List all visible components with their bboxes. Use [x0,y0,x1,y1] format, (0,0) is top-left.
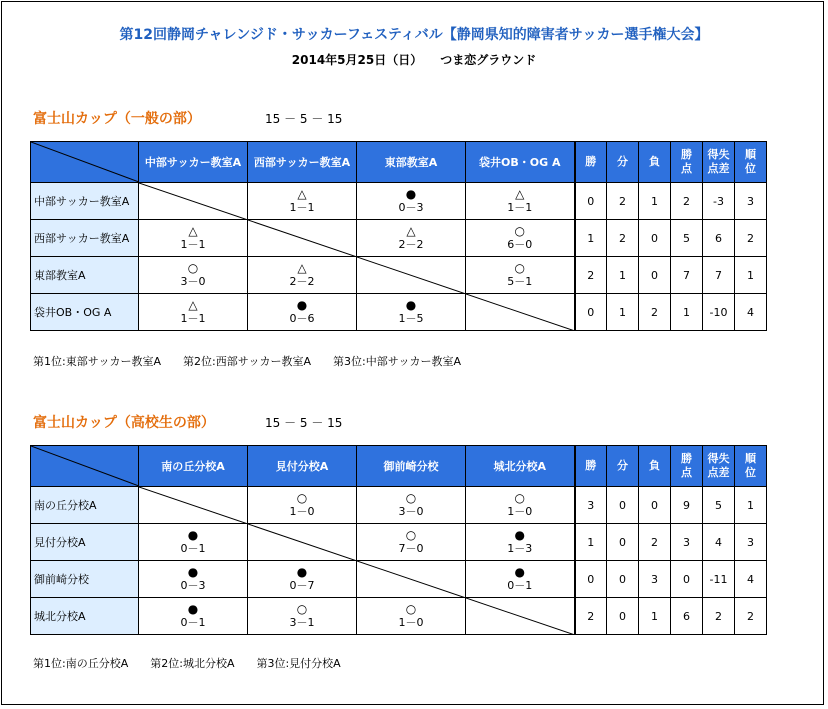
stat-value: 1 [735,487,767,524]
self-match-cell [248,524,357,561]
team-name: 中部サッカー教室A [31,183,139,220]
match-result-cell [248,294,357,331]
team-header: 御前崎分校 [357,446,466,487]
match-result-cell [139,524,248,561]
match-result-cell [466,524,575,561]
match-result-cell [248,257,357,294]
match-result-cell [466,183,575,220]
page-title: 第12回静岡チャレンジド・サッカーフェスティバル【静岡県知的障害者サッカー選手権大会】 [119,27,709,43]
stat-value: 0 [575,294,607,331]
stat-value: 2 [671,183,703,220]
stat-header: 勝 [575,446,607,487]
stat-header: 負 [639,446,671,487]
match-score: 0－3 [180,579,206,592]
stat-value: 1 [575,220,607,257]
match-score: 0－1 [180,616,206,629]
stat-header: 負 [639,142,671,183]
match-score: 1－0 [289,505,315,518]
stat-value: 6 [703,220,735,257]
draw-icon: △ [406,224,416,238]
stat-value: 2 [607,220,639,257]
match-result-cell [139,561,248,598]
stat-value: 0 [607,598,639,635]
stat-value: 6 [671,598,703,635]
match-score: 0－6 [289,312,315,325]
self-match-cell [357,561,466,598]
stat-value: 2 [735,598,767,635]
stat-value: 4 [735,561,767,598]
stat-value: 9 [671,487,703,524]
team-name: 城北分校A [31,598,139,635]
stat-header: 順 位 [735,446,767,487]
match-result-cell [466,561,575,598]
match-result-cell [248,598,357,635]
match-result-cell [357,294,466,331]
match-result-cell [248,487,357,524]
match-result-cell [357,598,466,635]
stat-value: 3 [735,524,767,561]
self-match-cell [139,183,248,220]
draw-icon: △ [515,187,525,201]
match-result-cell [357,487,466,524]
stat-header: 分 [607,142,639,183]
ranking-results [33,655,363,671]
team-header: 南の丘分校A [139,446,248,487]
ranking-entry: 第1位:南の丘分校A [33,657,129,670]
league-table [30,141,767,331]
loss-icon: ● [405,187,417,201]
stat-value: 7 [703,257,735,294]
stat-value: -3 [703,183,735,220]
loss-icon: ● [405,298,417,312]
match-result-cell [466,257,575,294]
section-title: 富士山カップ（一般の部） [33,111,201,127]
ranking-entry: 第2位:城北分校A [150,657,235,670]
match-result-cell [139,294,248,331]
loss-icon: ● [187,602,199,616]
stat-value: 0 [607,524,639,561]
match-score: 1－1 [289,201,315,214]
win-icon: ○ [187,261,199,275]
match-score: 5－1 [507,275,533,288]
ranking-entry: 第3位:中部サッカー教室A [333,355,462,368]
stat-value: 3 [735,183,767,220]
team-header: 見付分校A [248,446,357,487]
stat-value: -10 [703,294,735,331]
stat-value: 3 [639,561,671,598]
stat-value: 4 [703,524,735,561]
stat-value: 3 [671,524,703,561]
team-name: 西部サッカー教室A [31,220,139,257]
ranking-entry: 第3位:見付分校A [256,657,341,670]
table-row [31,294,767,331]
team-name: 見付分校A [31,524,139,561]
table-row [31,220,767,257]
win-icon: ○ [296,602,308,616]
stat-value: 3 [575,487,607,524]
match-result-cell [357,524,466,561]
stat-value: 0 [575,561,607,598]
match-score: 3－0 [398,505,424,518]
stat-value: 2 [575,257,607,294]
match-score: 0－7 [289,579,315,592]
stat-header: 順 位 [735,142,767,183]
league-table [30,445,767,635]
loss-icon: ● [514,565,525,579]
stat-value: 0 [671,561,703,598]
match-score: 2－2 [398,238,424,251]
win-icon: ○ [514,261,525,275]
ranking-entry: 第2位:西部サッカー教室A [183,355,312,368]
match-score: 1－1 [180,312,206,325]
stat-value: -11 [703,561,735,598]
self-match-cell [248,220,357,257]
stat-header: 分 [607,446,639,487]
stat-header: 得失 点差 [703,142,735,183]
table-row [31,257,767,294]
loss-icon: ● [296,565,308,579]
section-match-format: 15 － 5 － 15 [265,416,343,430]
match-score: 6－0 [507,238,533,251]
win-icon: ○ [514,491,525,505]
draw-icon: △ [188,224,198,238]
team-header: 東部教室A [357,142,466,183]
match-result-cell [139,257,248,294]
stat-value: 2 [607,183,639,220]
draw-icon: △ [297,261,307,275]
self-match-cell [139,487,248,524]
match-score: 3－1 [289,616,315,629]
stat-value: 7 [671,257,703,294]
section-match-format: 15 － 5 － 15 [265,112,343,126]
self-match-cell [466,598,575,635]
win-icon: ○ [514,224,525,238]
match-score: 1－5 [398,312,424,325]
stat-value: 0 [639,220,671,257]
team-name: 南の丘分校A [31,487,139,524]
draw-icon: △ [188,298,198,312]
table-row [31,183,767,220]
match-result-cell [466,220,575,257]
match-result-cell [248,183,357,220]
table-row [31,487,767,524]
loss-icon: ● [514,528,525,542]
match-score: 2－2 [289,275,315,288]
stat-value: 2 [735,220,767,257]
stat-value: 1 [671,294,703,331]
stat-value: 0 [607,561,639,598]
win-icon: ○ [405,491,417,505]
team-name: 御前崎分校 [31,561,139,598]
table-corner-cell [31,142,139,183]
table-row [31,561,767,598]
match-score: 0－3 [398,201,424,214]
stat-value: 0 [607,487,639,524]
stat-value: 2 [575,598,607,635]
stat-value: 1 [639,183,671,220]
match-score: 0－1 [180,542,206,555]
team-name: 東部教室A [31,257,139,294]
loss-icon: ● [187,565,199,579]
match-score: 7－0 [398,542,424,555]
self-match-cell [357,257,466,294]
team-name: 袋井OB・OG A [31,294,139,331]
stat-value: 1 [607,294,639,331]
win-icon: ○ [405,602,417,616]
stat-value: 0 [639,487,671,524]
table-corner-cell [31,446,139,487]
team-header: 西部サッカー教室A [248,142,357,183]
stat-value: 4 [735,294,767,331]
stat-value: 0 [575,183,607,220]
stat-header: 得失 点差 [703,446,735,487]
match-result-cell [357,183,466,220]
win-icon: ○ [405,528,417,542]
stat-value: 5 [703,487,735,524]
team-header: 袋井OB・OG A [466,142,575,183]
stat-value: 1 [639,598,671,635]
match-result-cell [139,598,248,635]
draw-icon: △ [297,187,307,201]
ranking-entry: 第1位:東部サッカー教室A [33,355,162,368]
match-result-cell [139,220,248,257]
loss-icon: ● [187,528,199,542]
win-icon: ○ [296,491,308,505]
stat-header: 勝 点 [671,142,703,183]
table-row [31,598,767,635]
team-header: 中部サッカー教室A [139,142,248,183]
match-score: 0－1 [507,579,533,592]
match-result-cell [357,220,466,257]
self-match-cell [466,294,575,331]
stat-value: 2 [703,598,735,635]
match-score: 3－0 [180,275,206,288]
stat-value: 5 [671,220,703,257]
match-result-cell [248,561,357,598]
section-title: 富士山カップ（高校生の部） [33,415,215,431]
stat-value: 1 [735,257,767,294]
ranking-results [33,353,483,369]
stat-value: 0 [639,257,671,294]
match-score: 1－0 [398,616,424,629]
match-score: 1－3 [507,542,533,555]
stat-value: 2 [639,294,671,331]
match-score: 1－1 [180,238,206,251]
page-subtitle: 2014年5月25日（日） つま恋グラウンド [291,53,537,67]
match-result-cell [466,487,575,524]
stat-value: 2 [639,524,671,561]
stat-header: 勝 [575,142,607,183]
match-score: 1－0 [507,505,533,518]
table-row [31,524,767,561]
team-header: 城北分校A [466,446,575,487]
stat-value: 1 [607,257,639,294]
stat-header: 勝 点 [671,446,703,487]
match-score: 1－1 [507,201,533,214]
stat-value: 1 [575,524,607,561]
loss-icon: ● [296,298,308,312]
